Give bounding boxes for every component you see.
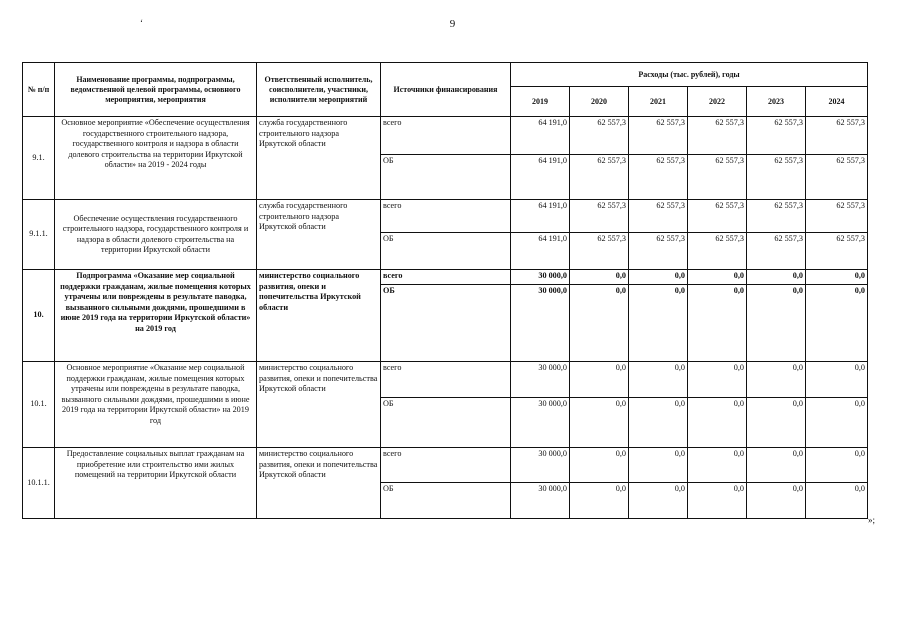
value-cell: 0,0 [747, 285, 806, 362]
table-row [23, 362, 868, 398]
table-row [23, 200, 868, 233]
value-cell: 0,0 [806, 398, 868, 448]
value-cell: 62 557,3 [747, 233, 806, 270]
value-cell: 62 557,3 [747, 155, 806, 200]
row-number: 9.1. [23, 117, 55, 200]
row-source: всего [381, 117, 511, 155]
value-cell: 64 191,0 [511, 117, 570, 155]
value-cell: 62 557,3 [806, 200, 868, 233]
row-number: 10.1.1. [23, 448, 55, 519]
value-cell: 0,0 [629, 398, 688, 448]
value-cell: 0,0 [747, 270, 806, 285]
row-responsible: служба государственного строительного надзора Иркутской области [257, 117, 381, 200]
row-responsible: министерство социального развития, опеки и попечительства Иркутской области [257, 270, 381, 362]
header-year: 2023 [747, 87, 806, 117]
header-row-1 [23, 63, 868, 87]
value-cell: 0,0 [629, 270, 688, 285]
value-cell: 0,0 [570, 362, 629, 398]
value-cell: 64 191,0 [511, 233, 570, 270]
row-source: всего [381, 200, 511, 233]
value-cell: 0,0 [688, 398, 747, 448]
header-year: 2021 [629, 87, 688, 117]
value-cell: 0,0 [688, 362, 747, 398]
table-row [23, 117, 868, 155]
row-name: Предоставление социальных выплат гражданам на приобретение или строительство ими жилых помещений на территории Иркутской области [55, 448, 257, 519]
value-cell: 30 000,0 [511, 362, 570, 398]
value-cell: 0,0 [806, 285, 868, 362]
value-cell: 0,0 [688, 448, 747, 483]
value-cell: 0,0 [688, 483, 747, 519]
header-year: 2020 [570, 87, 629, 117]
row-responsible: министерство социального развития, опеки и попечительства Иркутской области [257, 362, 381, 448]
value-cell: 0,0 [747, 362, 806, 398]
row-source: всего [381, 362, 511, 398]
row-source: всего [381, 448, 511, 483]
value-cell: 62 557,3 [806, 117, 868, 155]
row-name: Обеспечение осуществления государственного строительного надзора, государственного контроля и надзора в области долевого строительства на территории Иркутской области [55, 200, 257, 270]
value-cell: 0,0 [806, 448, 868, 483]
value-cell: 62 557,3 [570, 117, 629, 155]
value-cell: 0,0 [570, 448, 629, 483]
header-year: 2019 [511, 87, 570, 117]
value-cell: 62 557,3 [688, 155, 747, 200]
value-cell: 0,0 [806, 362, 868, 398]
value-cell: 0,0 [747, 398, 806, 448]
row-responsible: министерство социального развития, опеки и попечительства Иркутской области [257, 448, 381, 519]
table-row [23, 448, 868, 483]
row-number: 10. [23, 270, 55, 362]
value-cell: 62 557,3 [570, 200, 629, 233]
value-cell: 0,0 [570, 285, 629, 362]
value-cell: 62 557,3 [629, 200, 688, 233]
header-year: 2022 [688, 87, 747, 117]
header-expenses: Расходы (тыс. рублей), годы [511, 63, 868, 87]
header-num: № п/п [23, 63, 55, 117]
expenses-table [22, 62, 868, 519]
value-cell: 62 557,3 [806, 233, 868, 270]
value-cell: 30 000,0 [511, 285, 570, 362]
row-name: Основное мероприятие «Обеспечение осуществления государственного строительного надзора, государственного контроля и надзора в области долевого строительства на территории Иркутской области» на 2019 - 2024 годы [55, 117, 257, 200]
value-cell: 0,0 [570, 483, 629, 519]
row-source: ОБ [381, 483, 511, 519]
value-cell: 0,0 [747, 448, 806, 483]
value-cell: 62 557,3 [688, 200, 747, 233]
row-name: Подпрограмма «Оказание мер социальной поддержки гражданам, жилые помещения которых утрачены или повреждены в результате паводка, вызванного сильными дождями, прошедшими в июне 2019 года на территории Иркутской области» на 2019 год [55, 270, 257, 362]
header-source: Источники финансирования [381, 63, 511, 117]
stray-mark: ‘ [140, 18, 143, 28]
value-cell: 64 191,0 [511, 200, 570, 233]
closing-quote: »; [868, 515, 876, 525]
value-cell: 62 557,3 [629, 155, 688, 200]
value-cell: 0,0 [629, 448, 688, 483]
value-cell: 0,0 [629, 483, 688, 519]
value-cell: 30 000,0 [511, 270, 570, 285]
value-cell: 62 557,3 [688, 117, 747, 155]
value-cell: 30 000,0 [511, 448, 570, 483]
value-cell: 64 191,0 [511, 155, 570, 200]
value-cell: 0,0 [806, 270, 868, 285]
value-cell: 0,0 [570, 398, 629, 448]
row-name: Основное мероприятие «Оказание мер социальной поддержки гражданам, жилые помещения которых утрачены или повреждены в результате паводка, вызванного сильными дождями, прошедшими в июне 2019 года на территории Иркутской области» на 2019 год [55, 362, 257, 448]
value-cell: 62 557,3 [629, 117, 688, 155]
row-number: 9.1.1. [23, 200, 55, 270]
value-cell: 62 557,3 [747, 200, 806, 233]
page-number: 9 [449, 18, 456, 30]
value-cell: 0,0 [688, 285, 747, 362]
row-responsible: служба государственного строительного надзора Иркутской области [257, 200, 381, 270]
row-source: ОБ [381, 155, 511, 200]
header-responsible: Ответственный исполнитель, соисполнители, участники, исполнители мероприятий [257, 63, 381, 117]
row-source: всего [381, 270, 511, 285]
value-cell: 62 557,3 [570, 233, 629, 270]
value-cell: 0,0 [747, 483, 806, 519]
value-cell: 62 557,3 [747, 117, 806, 155]
header-year: 2024 [806, 87, 868, 117]
value-cell: 30 000,0 [511, 398, 570, 448]
value-cell: 0,0 [570, 270, 629, 285]
row-number: 10.1. [23, 362, 55, 448]
value-cell: 62 557,3 [570, 155, 629, 200]
row-source: ОБ [381, 398, 511, 448]
value-cell: 62 557,3 [806, 155, 868, 200]
table-row [23, 270, 868, 285]
value-cell: 0,0 [629, 362, 688, 398]
value-cell: 0,0 [629, 285, 688, 362]
row-source: ОБ [381, 233, 511, 270]
value-cell: 62 557,3 [629, 233, 688, 270]
value-cell: 62 557,3 [688, 233, 747, 270]
row-source: ОБ [381, 285, 511, 362]
value-cell: 0,0 [806, 483, 868, 519]
value-cell: 0,0 [688, 270, 747, 285]
header-name: Наименование программы, подпрограммы, ведомственной целевой программы, основного мероприятия, мероприятия [55, 63, 257, 117]
value-cell: 30 000,0 [511, 483, 570, 519]
